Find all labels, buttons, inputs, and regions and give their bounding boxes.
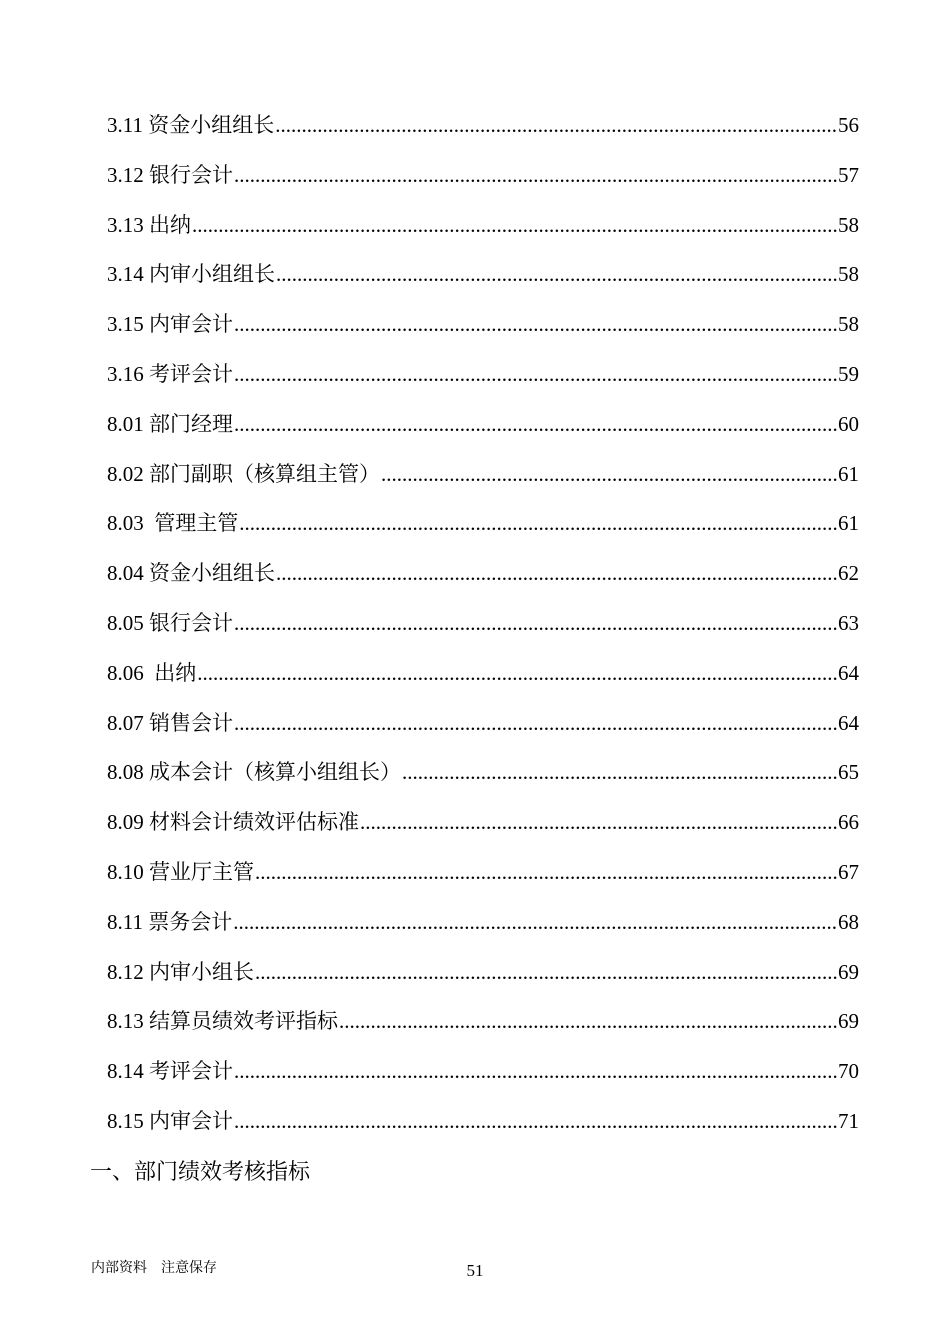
footer-note: 内部资料 注意保存: [91, 1261, 217, 1276]
toc-entry-page: 64: [838, 710, 859, 735]
toc-entry[interactable]: [107, 852, 859, 902]
toc-entry[interactable]: [107, 205, 859, 255]
toc-dot-leader: [239, 503, 837, 543]
toc-entry-title: 8.07 销售会计: [107, 710, 233, 735]
toc-entry[interactable]: [107, 354, 859, 404]
toc-entry-page: 58: [838, 212, 859, 237]
toc-entry-page: 71: [838, 1108, 859, 1133]
toc-entry-title: 3.14 内审小组组长: [107, 262, 275, 287]
toc-entry[interactable]: [107, 1001, 859, 1051]
toc-entry[interactable]: [107, 404, 859, 454]
toc-entry-title: 8.06 出纳: [107, 660, 197, 685]
toc-entry-page: 59: [838, 361, 859, 386]
toc-entry[interactable]: [107, 703, 859, 753]
toc-entry-title: 8.02 部门副职（核算组主管）: [107, 461, 380, 486]
toc-entry-title: 3.13 出纳: [107, 212, 191, 237]
toc-entry[interactable]: [107, 503, 859, 553]
toc-dot-leader: [234, 404, 837, 444]
toc-entry-title: 3.12 银行会计: [107, 162, 233, 187]
toc-dot-leader: [276, 254, 837, 294]
toc-entry-title: 3.16 考评会计: [107, 361, 233, 386]
toc-entry[interactable]: [107, 454, 859, 504]
toc-dot-leader: [234, 603, 837, 643]
toc-entry-title: 8.04 资金小组组长: [107, 561, 275, 586]
toc-dot-leader: [360, 802, 837, 842]
toc-entry-page: 70: [838, 1059, 859, 1084]
table-of-contents: [107, 105, 859, 1151]
toc-entry-page: 67: [838, 859, 859, 884]
toc-dot-leader: [402, 752, 837, 792]
toc-entry-page: 61: [838, 461, 859, 486]
toc-entry-page: 58: [838, 262, 859, 287]
toc-entry-page: 58: [838, 312, 859, 337]
toc-entry[interactable]: [107, 553, 859, 603]
toc-entry-page: 63: [838, 610, 859, 635]
toc-dot-leader: [255, 852, 837, 892]
toc-dot-leader: [381, 454, 837, 494]
toc-entry-title: 8.01 部门经理: [107, 411, 233, 436]
toc-dot-leader: [234, 703, 837, 743]
toc-dot-leader: [234, 304, 837, 344]
toc-dot-leader: [233, 902, 837, 942]
toc-entry-page: 65: [838, 760, 859, 785]
toc-entry[interactable]: [107, 603, 859, 653]
toc-entry-title: 3.15 内审会计: [107, 312, 233, 337]
toc-entry-title: 8.12 内审小组长: [107, 959, 254, 984]
toc-entry-page: 68: [838, 909, 859, 934]
toc-entry-title: 8.14 考评会计: [107, 1059, 233, 1084]
toc-dot-leader: [276, 553, 837, 593]
toc-entry-title: 8.03 管理主管: [107, 511, 239, 536]
toc-entry[interactable]: [107, 752, 859, 802]
section-heading: 一、部门绩效考核指标: [90, 1159, 311, 1184]
toc-entry[interactable]: [107, 254, 859, 304]
toc-dot-leader: [234, 1051, 837, 1091]
toc-entry-page: 61: [838, 511, 859, 536]
toc-entry-page: 56: [838, 113, 859, 137]
toc-entry-page: 57: [838, 162, 859, 187]
toc-entry-title: 8.05 银行会计: [107, 610, 233, 635]
toc-dot-leader: [234, 155, 837, 195]
toc-entry[interactable]: [107, 653, 859, 703]
toc-entry[interactable]: [107, 1051, 859, 1101]
toc-entry-title: 3.11 资金小组组长: [107, 113, 275, 137]
toc-entry[interactable]: [107, 902, 859, 952]
toc-entry[interactable]: [107, 802, 859, 852]
toc-dot-leader: [234, 354, 837, 394]
toc-entry-page: 64: [838, 660, 859, 685]
toc-entry-title: 8.13 结算员绩效考评指标: [107, 1009, 338, 1034]
page-number: 51: [466, 1261, 484, 1280]
toc-entry[interactable]: [107, 952, 859, 1002]
toc-dot-leader: [275, 105, 837, 145]
toc-entry[interactable]: [107, 304, 859, 354]
toc-entry[interactable]: [107, 155, 859, 205]
toc-dot-leader: [197, 653, 837, 693]
toc-entry-page: 66: [838, 810, 859, 835]
toc-dot-leader: [234, 1101, 837, 1141]
toc-entry-title: 8.11 票务会计: [107, 909, 233, 934]
toc-entry-page: 69: [838, 1009, 859, 1034]
toc-entry[interactable]: [107, 1101, 859, 1151]
toc-entry-title: 8.10 营业厅主管: [107, 859, 254, 884]
toc-entry-page: 60: [838, 411, 859, 436]
toc-entry-page: 69: [838, 959, 859, 984]
toc-entry-title: 8.08 成本会计（核算小组组长）: [107, 760, 401, 785]
toc-dot-leader: [339, 1001, 837, 1041]
toc-dot-leader: [192, 205, 837, 245]
toc-entry[interactable]: [107, 105, 859, 155]
toc-entry-title: 8.09 材料会计绩效评估标准: [107, 810, 359, 835]
toc-dot-leader: [255, 952, 837, 992]
toc-entry-page: 62: [838, 561, 859, 586]
toc-entry-title: 8.15 内审会计: [107, 1108, 233, 1133]
